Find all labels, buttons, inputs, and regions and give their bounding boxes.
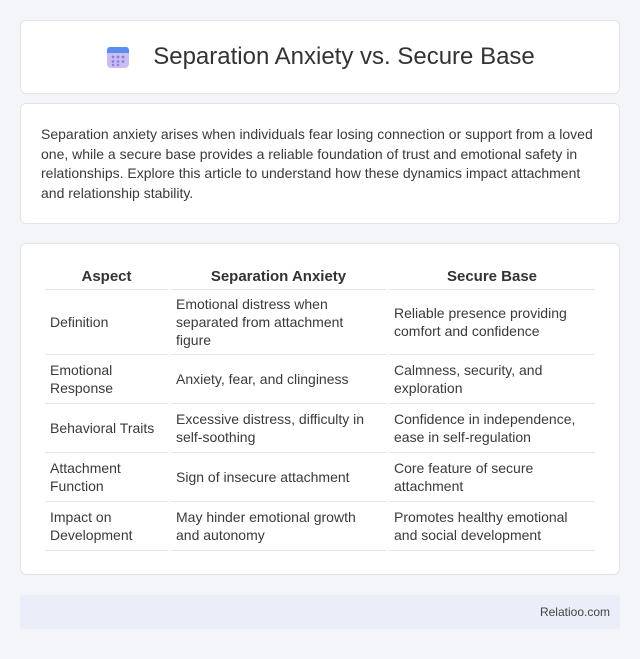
row-separation-anxiety: Excessive distress, difficulty in self-soothing [171,404,386,453]
table-row [45,502,595,551]
table-row [45,404,595,453]
calendar-icon [105,44,131,70]
row-separation-anxiety: Emotional distress when separated from attachment figure [171,290,386,355]
footer-bar [20,595,620,629]
title-card [20,20,620,94]
row-separation-anxiety: Anxiety, fear, and clinginess [171,355,386,404]
row-secure-base: Calmness, security, and exploration [389,355,595,404]
row-aspect: Definition [45,290,168,355]
comparison-card [20,243,620,575]
row-separation-anxiety: May hinder emotional growth and autonomy [171,502,386,551]
column-header-secure-base: Secure Base [389,264,595,290]
title-wrap [105,43,535,71]
row-aspect: Attachment Function [45,453,168,502]
row-separation-anxiety: Sign of insecure attachment [171,453,386,502]
row-secure-base: Confidence in independence, ease in self-regulation [389,404,595,453]
row-secure-base: Reliable presence providing comfort and confidence [389,290,595,355]
intro-card [20,103,620,224]
row-secure-base: Promotes healthy emotional and social development [389,502,595,551]
table-row [45,355,595,404]
column-header-separation-anxiety: Separation Anxiety [171,264,386,290]
row-aspect: Emotional Response [45,355,168,404]
table-row [45,453,595,502]
table-header-row [45,264,595,290]
column-header-aspect: Aspect [45,264,168,290]
page-title: Separation Anxiety vs. Secure Base [153,43,535,70]
row-secure-base: Core feature of secure attachment [389,453,595,502]
row-aspect: Impact on Development [45,502,168,551]
table-row [45,290,595,355]
row-aspect: Behavioral Traits [45,404,168,453]
footer-site-link[interactable]: Relatioo.com [539,605,610,619]
comparison-table [42,264,598,551]
intro-paragraph: Separation anxiety arises when individuals fear losing connection or support from a loved one, while a secure base provides a reliable foundation of trust and emotional safety in relationships. Explore this article to understand how these dynamics impact attachment and relationship stability. [41,126,593,201]
